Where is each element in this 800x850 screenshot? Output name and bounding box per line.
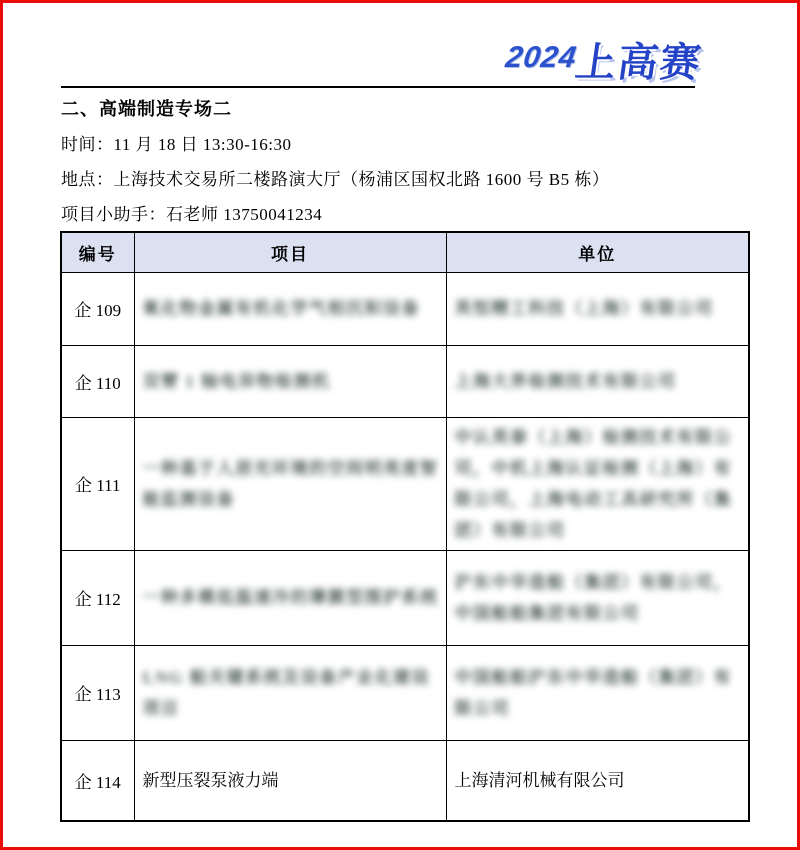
header-cell-unit: 单位 (446, 232, 749, 272)
assistant-line: 项目小助手：石老师 13750041234 (61, 205, 323, 224)
row-number: 企 112 (61, 550, 134, 645)
row-unit-redacted: 中认英泰（上海）检测技术有限公司，中机上海认证检测（上海）有限公司，上海电动工具研究所（集团）有限公司 (446, 417, 749, 550)
row-project-redacted: 一种多模低温速冷的薄膜型围护系统 (134, 550, 446, 645)
row-project-redacted: 氧化物金属有机化学气相沉积设备 (134, 272, 446, 345)
row-project-redacted: 一种基于人居光环境的空间明亮度智能监测设备 (134, 417, 446, 550)
row-unit-redacted: 沪东中华造船（集团）有限公司，中国船舶集团有限公司 (446, 550, 749, 645)
row-unit-redacted: 英恒精工科技（上海）有限公司 (446, 272, 749, 345)
table-header-row (61, 232, 749, 272)
location-line: 地点：上海技术交易所二楼路演大厅（杨浦区国权北路 1600 号 B5 栋） (61, 170, 610, 189)
row-project-redacted: LNG 船关键系统及设备产业化建设项目 (134, 645, 446, 740)
time-line: 时间：11 月 18 日 13:30-16:30 (61, 135, 292, 154)
row-unit: 上海清河机械有限公司 (446, 740, 749, 821)
table-row (61, 740, 749, 821)
table-row (61, 645, 749, 740)
shanggaosai-2024-logo (487, 27, 707, 83)
table-row (61, 272, 749, 345)
logo-name-text: 上高赛 (572, 41, 705, 85)
logo-year-text: 2024 (503, 41, 579, 74)
header-cell-project: 项目 (134, 232, 446, 272)
row-number: 企 110 (61, 345, 134, 417)
header-cell-number: 编号 (61, 232, 134, 272)
row-unit-redacted: 上海大界检测技术有限公司 (446, 345, 749, 417)
header-divider-line (61, 86, 695, 88)
row-number: 企 113 (61, 645, 134, 740)
table-row (61, 550, 749, 645)
project-schedule-table (60, 231, 750, 822)
row-number: 企 111 (61, 417, 134, 550)
row-project-redacted: 双臂 1 轴电异物检测机 (134, 345, 446, 417)
row-unit-redacted: 中国船舶沪东中华造船（集团）有限公司 (446, 645, 749, 740)
table-row (61, 345, 749, 417)
row-number: 企 114 (61, 740, 134, 821)
row-number: 企 109 (61, 272, 134, 345)
section-title: 二、高端制造专场二 (61, 99, 232, 119)
table-row (61, 417, 749, 550)
row-project: 新型压裂泵液力端 (134, 740, 446, 821)
